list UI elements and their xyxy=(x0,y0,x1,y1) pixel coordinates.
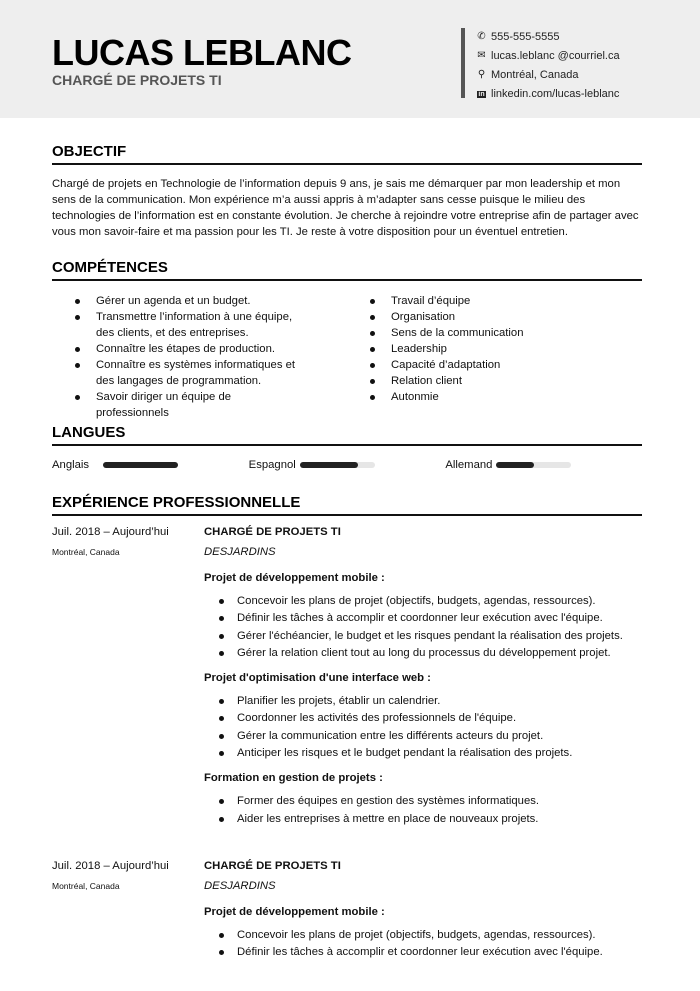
skill-item: Capacité d’adaptation xyxy=(347,357,642,373)
candidate-name: LUCAS LEBLANC xyxy=(52,32,352,73)
language-name: Espagnol xyxy=(248,459,296,471)
contact-item xyxy=(472,46,620,65)
language-level-bar xyxy=(300,462,375,468)
task-item: Gérer la communication entre les différents acteurs du projet. xyxy=(204,728,642,745)
skill-item: Savoir diriger un équipe de professionnels xyxy=(52,389,347,421)
section-experience xyxy=(52,494,642,966)
task-item: Concevoir les plans de projet (objectifs, budgets, agendas, ressources). xyxy=(204,593,642,610)
task-item: Coordonner les activités des professionnels de l'équipe. xyxy=(204,710,642,727)
language-item xyxy=(52,459,249,471)
task-item: Gérer l'échéancier, le budget et les risques pendant la réalisation des projets. xyxy=(204,628,642,645)
skill-item: Gérer un agenda et un budget. xyxy=(52,293,347,309)
task-item: Aider les entreprises à mettre en place de nouveaux projets. xyxy=(204,811,642,828)
section-heading: LANGUES xyxy=(52,424,642,446)
task-item: Gérer la relation client tout au long du processus du développement projet. xyxy=(204,645,642,662)
candidate-title: CHARGÉ DE PROJETS TI xyxy=(52,72,222,88)
project-label: Formation en gestion de projets : xyxy=(204,772,383,785)
experience-entry xyxy=(52,856,642,966)
entry-location: Montréal, Canada xyxy=(52,880,120,891)
task-item: Définir les tâches à accomplir et coordonner leur exécution avec l'équipe. xyxy=(204,610,642,627)
project-label: Projet de développement mobile : xyxy=(204,572,385,584)
company: DESJARDINS xyxy=(204,879,276,892)
task-item: Anticiper les risques et le budget pendant la réalisation des projets. xyxy=(204,745,642,762)
section-heading: COMPÉTENCES xyxy=(52,259,642,281)
language-item xyxy=(249,459,446,471)
task-item: Concevoir les plans de projet (objectifs, budgets, agendas, ressources). xyxy=(204,927,642,944)
skill-item: Relation client xyxy=(347,373,642,389)
task-item: Planifier les projets, établir un calendrier. xyxy=(204,693,642,710)
job-title: CHARGÉ DE PROJETS TI xyxy=(204,526,341,538)
skill-item: Connaître les étapes de production. xyxy=(52,341,347,357)
location-pin-icon: ⚲ xyxy=(477,69,486,80)
section-competences xyxy=(52,259,642,421)
language-item xyxy=(445,459,642,471)
skills-list-left xyxy=(52,293,347,421)
language-level-fill xyxy=(300,462,359,468)
language-name: Anglais xyxy=(52,459,90,471)
language-name: Allemand xyxy=(445,459,493,471)
entry-location: Montréal, Canada xyxy=(52,547,120,557)
project-label: Projet de développement mobile : xyxy=(204,905,385,918)
section-heading: OBJECTIF xyxy=(52,143,642,165)
contact-item xyxy=(472,27,620,46)
section-objectif xyxy=(52,143,642,240)
skill-item: Sens de la communication xyxy=(347,325,642,341)
project-tasks xyxy=(204,927,642,962)
contact-text: Montréal, Canada xyxy=(491,68,579,81)
phone-icon: ✆ xyxy=(477,31,486,42)
contact-text: lucas.leblanc @courriel.ca xyxy=(491,49,620,62)
language-level-bar xyxy=(496,462,571,468)
skills-list-right xyxy=(347,293,642,421)
experience-entry xyxy=(52,522,642,832)
section-langues xyxy=(52,424,642,472)
skill-item: Autonmie xyxy=(347,389,642,405)
task-item: Définir les tâches à accomplir et coordonner leur exécution avec l'équipe. xyxy=(204,944,642,961)
linkedin-icon: in xyxy=(478,91,485,98)
job-title: CHARGÉ DE PROJETS TI xyxy=(204,859,341,872)
contact-item xyxy=(472,84,620,103)
contact-info xyxy=(472,27,620,103)
skill-item: Transmettre l’information à une équipe, des clients, et des entreprises. xyxy=(52,309,347,341)
resume-header xyxy=(0,0,700,118)
contact-text: linkedin.com/lucas-leblanc xyxy=(491,87,620,100)
section-heading: EXPÉRIENCE PROFESSIONNELLE xyxy=(52,494,642,516)
language-level-fill xyxy=(496,462,534,468)
task-item: Former des équipes en gestion des systèmes informatiques. xyxy=(204,793,642,810)
company: DESJARDINS xyxy=(204,546,276,558)
project-label: Projet d'optimisation d'une interface web : xyxy=(204,672,431,685)
contact-text: 555-555-5555 xyxy=(491,30,560,43)
skill-item: Leadership xyxy=(347,341,642,357)
entry-date: Juil. 2018 – Aujourd’hui xyxy=(52,859,169,872)
skill-item: Travail d’équipe xyxy=(347,293,642,309)
entry-date: Juil. 2018 – Aujourd’hui xyxy=(52,526,169,538)
contact-item xyxy=(472,65,620,84)
language-level-fill xyxy=(103,462,178,468)
skill-item: Organisation xyxy=(347,309,642,325)
mail-icon: ✉ xyxy=(477,50,486,61)
skill-item: Connaître es systèmes informatiques et des langages de programmation. xyxy=(52,357,347,389)
project-tasks xyxy=(204,593,642,662)
project-tasks xyxy=(204,793,642,828)
objectif-text: Chargé de projets en Technologie de l’information depuis 9 ans, je sais me démarquer par mon leadership et mon sens de la communication. Mon expérience m’a aussi appris à m’adapter sans cesse puisque le milieu des technologies de l’information est en constante évolution. Je cherche à rejoindre votre entreprise afin de partager avec vous mon savoir-faire et ma passion pour les TI. Je reste à votre disposition pour un éventuel entretien. xyxy=(52,178,639,238)
divider xyxy=(461,28,465,98)
project-tasks xyxy=(204,693,642,762)
language-level-bar xyxy=(103,462,178,468)
